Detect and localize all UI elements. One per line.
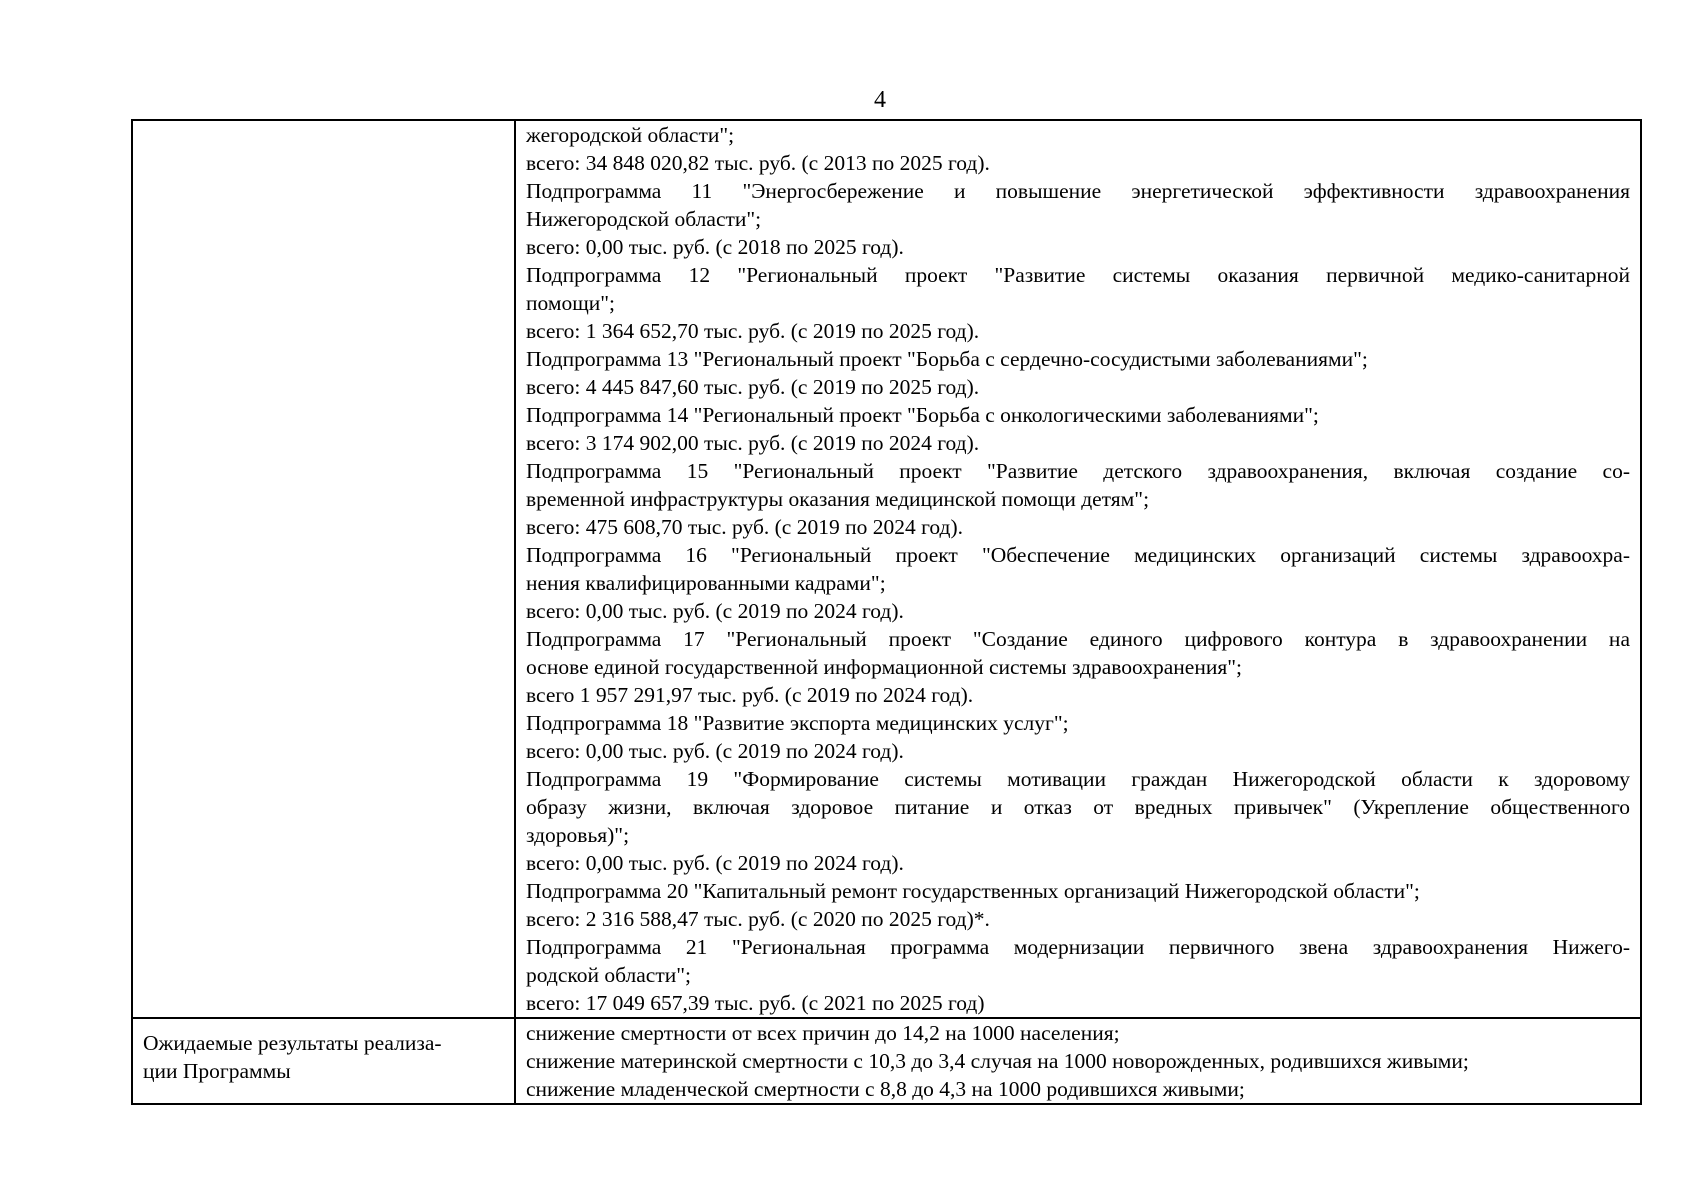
table-row-expected-results: [132, 1018, 1641, 1104]
text-line: основе единой государственной информационной системы здравоохранения";: [526, 655, 1242, 679]
text-line: всего: 0,00 тыс. руб. (с 2019 по 2024 год).: [526, 739, 904, 763]
text-line: Подпрограмма 19 "Формирование системы мотивации граждан Нижегородской области к здоровому: [526, 767, 1630, 791]
passport-table: [131, 119, 1642, 1105]
text-line: жегородской области";: [526, 123, 735, 147]
text-line: временной инфраструктуры оказания медицинской помощи детям";: [526, 487, 1150, 511]
text-line: всего: 4 445 847,60 тыс. руб. (с 2019 по 2025 год).: [526, 375, 980, 399]
text-line: Подпрограмма 17 "Региональный проект "Создание единого цифрового контура в здравоохранении на: [526, 627, 1630, 651]
text-line: помощи";: [526, 291, 616, 315]
row-label-expected-results: [132, 1018, 515, 1104]
text-line: Нижегородской области";: [526, 207, 762, 231]
row-label-empty: [132, 120, 515, 1018]
text-line: всего: 0,00 тыс. руб. (с 2019 по 2024 год).: [526, 851, 904, 875]
text-line: родской области";: [526, 963, 691, 987]
expected-results-cell: [515, 1018, 1641, 1104]
text-line: нения квалифицированными кадрами";: [526, 571, 886, 595]
text-line: здоровья)";: [526, 823, 630, 847]
label-line: ции Программы: [143, 1059, 291, 1083]
text-line: снижение младенческой смертности с 8,8 до 4,3 на 1000 родившихся живыми;: [526, 1077, 1245, 1101]
text-line: снижение смертности от всех причин до 14,2 на 1000 населения;: [526, 1021, 1120, 1045]
text-line: всего: 0,00 тыс. руб. (с 2018 по 2025 год).: [526, 235, 904, 259]
text-line: Подпрограмма 13 "Региональный проект "Борьба с сердечно-сосудистыми заболеваниями";: [526, 347, 1368, 371]
text-line: Подпрограмма 12 "Региональный проект "Развитие системы оказания первичной медико-санитарной: [526, 263, 1630, 287]
text-line: всего: 0,00 тыс. руб. (с 2019 по 2024 год).: [526, 599, 904, 623]
text-line: снижение материнской смертности с 10,3 до 3,4 случая на 1000 новорожденных, родившихся живыми;: [526, 1049, 1469, 1073]
table-row-financing: [132, 120, 1641, 1018]
text-line: Подпрограмма 20 "Капитальный ремонт государственных организаций Нижегородской области";: [526, 879, 1420, 903]
text-line: Подпрограмма 14 "Региональный проект "Борьба с онкологическими заболеваниями";: [526, 403, 1319, 427]
text-line: Подпрограмма 16 "Региональный проект "Обеспечение медицинских организаций системы здравоохра-: [526, 543, 1630, 567]
text-line: всего: 2 316 588,47 тыс. руб. (с 2020 по 2025 год)*.: [526, 907, 990, 931]
financing-cell: [515, 120, 1641, 1018]
page-number: 4: [874, 87, 886, 113]
text-line: всего: 475 608,70 тыс. руб. (с 2019 по 2024 год).: [526, 515, 963, 539]
text-line: всего 1 957 291,97 тыс. руб. (с 2019 по 2024 год).: [526, 683, 974, 707]
label-line: Ожидаемые результаты реализа-: [143, 1031, 442, 1055]
text-line: всего: 34 848 020,82 тыс. руб. (с 2013 по 2025 год).: [526, 151, 990, 175]
text-line: образу жизни, включая здоровое питание и отказ от вредных привычек" (Укрепление общественного: [526, 795, 1630, 819]
text-line: Подпрограмма 15 "Региональный проект "Развитие детского здравоохранения, включая создание со-: [526, 459, 1630, 483]
text-line: всего: 1 364 652,70 тыс. руб. (с 2019 по 2025 год).: [526, 319, 980, 343]
text-line: Подпрограмма 21 "Региональная программа модернизации первичного звена здравоохранения Нижего-: [526, 935, 1630, 959]
text-line: всего: 3 174 902,00 тыс. руб. (с 2019 по 2024 год).: [526, 431, 980, 455]
text-line: Подпрограмма 18 "Развитие экспорта медицинских услуг";: [526, 711, 1069, 735]
text-line: Подпрограмма 11 "Энергосбережение и повышение энергетической эффективности здравоохранения: [526, 179, 1630, 203]
text-line: всего: 17 049 657,39 тыс. руб. (с 2021 по 2025 год): [526, 991, 985, 1015]
